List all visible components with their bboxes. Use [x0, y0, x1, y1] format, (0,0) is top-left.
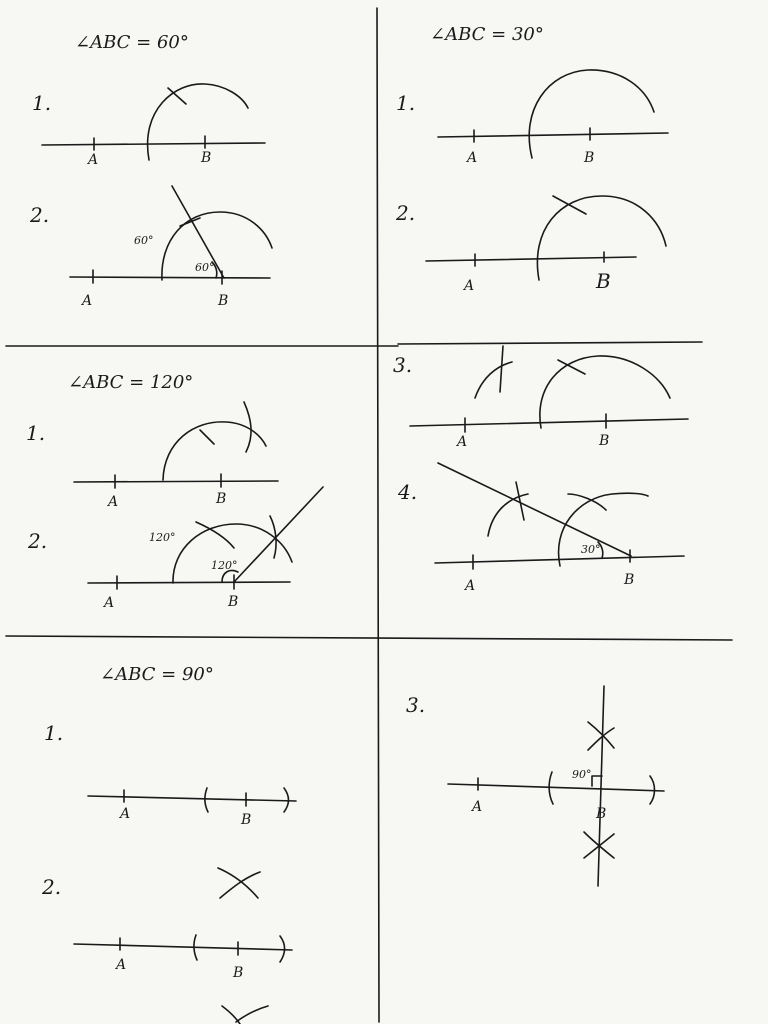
vertical-divider [377, 8, 379, 1022]
point-a-label: A [82, 293, 93, 309]
angle-inside-label: 90° [572, 768, 592, 781]
step-label: 2. [30, 203, 50, 227]
base-line [70, 277, 270, 278]
arc-right [540, 356, 670, 428]
step-label: 3. [393, 353, 413, 377]
section-title: ∠ABC = 120° [68, 372, 194, 393]
section-title: ∠ABC = 90° [100, 664, 214, 685]
horizontal-divider-bottom [6, 636, 732, 640]
point-b-label: B [218, 293, 229, 309]
angle-inside-label: 120° [211, 559, 238, 572]
step-120-2-figure [88, 487, 323, 589]
point-b-label: B [599, 433, 610, 449]
point-b-label: B [228, 594, 239, 610]
section-title: ∠ABC = 30° [430, 24, 544, 45]
arc [173, 524, 292, 583]
point-b-label: B [584, 150, 595, 166]
cross-top-b [588, 728, 614, 750]
point-a-label: A [104, 595, 115, 611]
point-b-label: B [596, 269, 611, 293]
base-line [42, 143, 265, 145]
point-a-label: A [465, 578, 476, 594]
angle-inside-label: 30° [581, 543, 601, 556]
point-b-label: B [624, 572, 635, 588]
section-title: ∠ABC = 60° [75, 32, 189, 53]
point-a-label: A [464, 278, 475, 294]
ray [234, 487, 323, 582]
arc-left [488, 494, 528, 536]
base-line [410, 419, 688, 426]
arc-cross-2 [200, 430, 214, 444]
base-line [438, 133, 668, 137]
point-a-label: A [108, 494, 119, 510]
step-label: 3. [406, 693, 426, 717]
section-60 [29, 32, 272, 309]
base-line [88, 582, 290, 583]
step-60-2-figure [70, 186, 272, 284]
point-a-label: A [120, 806, 131, 822]
arc [537, 196, 666, 280]
base-line [448, 784, 664, 791]
arc-left [205, 788, 208, 812]
step-label: 1. [44, 721, 64, 745]
base-line [88, 796, 296, 801]
point-b-label: B [201, 150, 212, 166]
step-label: 4. [398, 480, 418, 504]
step-30-1-figure [438, 70, 668, 158]
grid-lines [6, 8, 732, 1022]
point-a-label: A [116, 957, 127, 973]
point-a-label: A [88, 152, 99, 168]
step-label: 1. [32, 91, 52, 115]
section-30 [393, 24, 688, 594]
step-label: 2. [42, 875, 62, 899]
point-b-label: B [596, 806, 607, 822]
step-label: 2. [396, 201, 416, 225]
perpendicular-line [598, 686, 604, 886]
ray [438, 463, 631, 556]
base-line [74, 944, 292, 950]
point-a-label: A [472, 799, 483, 815]
step-30-4-figure [435, 463, 684, 569]
cross-bottom-b [236, 1006, 268, 1022]
step-60-1-figure [42, 84, 265, 160]
point-a-label: A [467, 150, 478, 166]
angle-outside-label: 60° [134, 234, 154, 247]
point-a-label: A [457, 434, 468, 450]
step-90-3-figure [448, 686, 664, 886]
section-90 [41, 664, 664, 1024]
point-b-label: B [241, 812, 252, 828]
arc [529, 70, 654, 158]
step-label: 1. [396, 91, 416, 115]
base-line [74, 481, 278, 482]
arc [148, 84, 248, 160]
arc-left-cross [500, 346, 503, 392]
arc-left [475, 362, 512, 398]
cross-top-a [588, 722, 614, 748]
point-b-label: B [233, 965, 244, 981]
arc-left [196, 522, 234, 548]
step-30-3-figure [410, 346, 688, 432]
step-30-2-figure [426, 196, 666, 280]
step-120-1-figure [74, 402, 278, 488]
section-120 [26, 372, 323, 611]
angle-outside-label: 120° [149, 531, 176, 544]
angle-inside-label: 60° [195, 261, 215, 274]
horizontal-divider-right [398, 342, 702, 344]
step-90-2-figure [74, 868, 292, 1024]
step-label: 1. [26, 421, 46, 445]
point-b-label: B [216, 491, 227, 507]
step-label: 2. [28, 529, 48, 553]
